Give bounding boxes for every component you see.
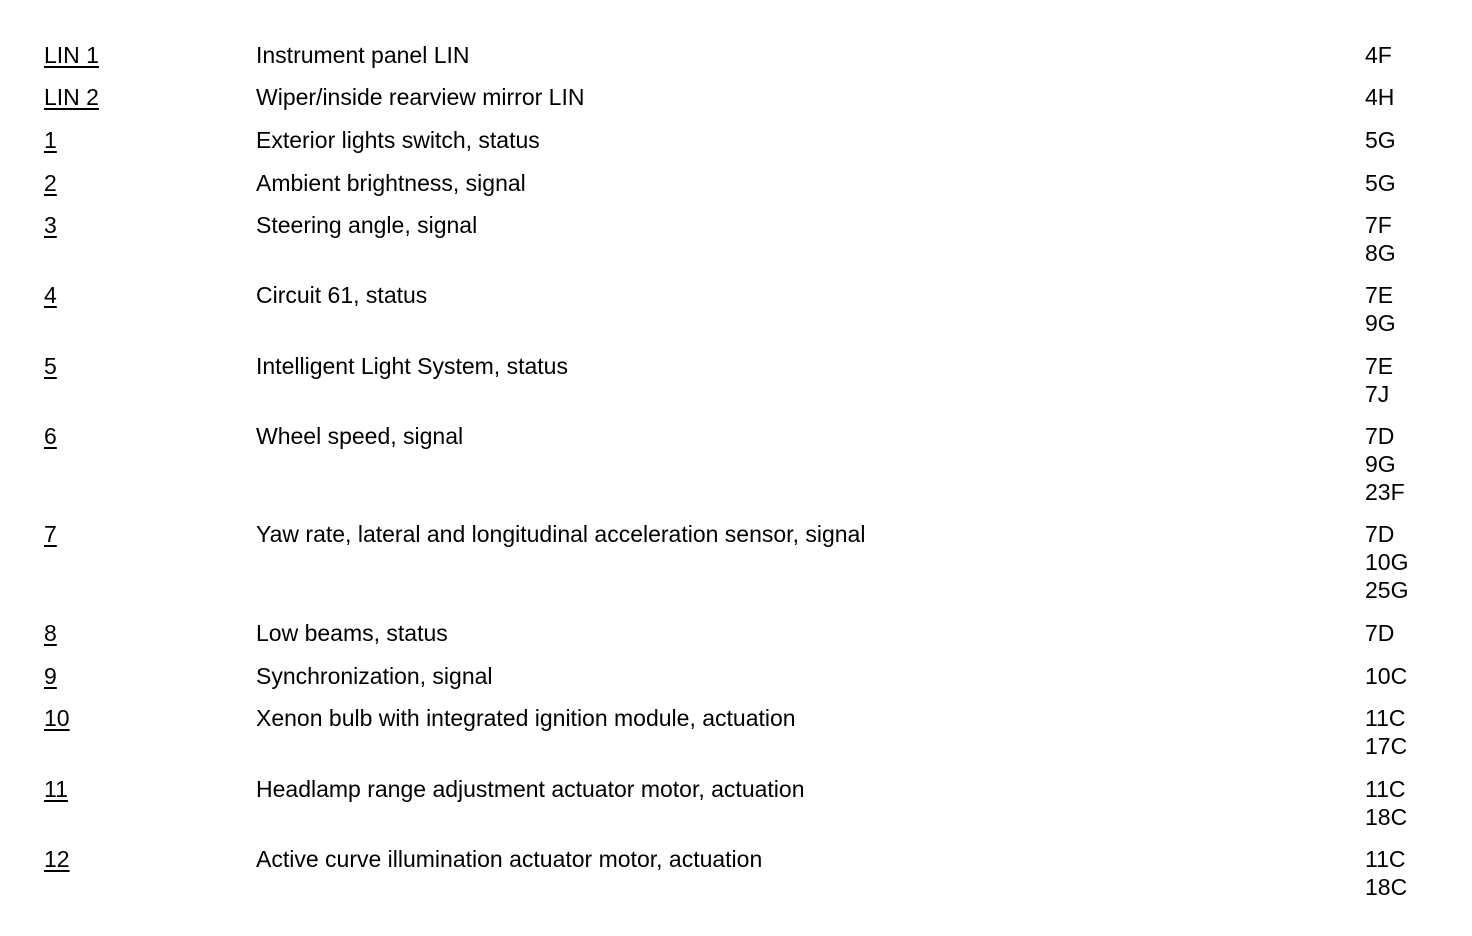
signal-reference-link[interactable]: 2 [44, 170, 57, 196]
grid-location-list [1365, 126, 1396, 154]
grid-location: 18C [1365, 874, 1408, 900]
signal-reference-link[interactable]: 4 [44, 282, 57, 308]
grid-location-list [1365, 169, 1396, 197]
signal-description: Headlamp range adjustment actuator motor, actuation [256, 776, 805, 802]
signal-description: Exterior lights switch, status [256, 127, 540, 153]
grid-location-list [1365, 845, 1407, 901]
signal-description: Low beams, status [256, 620, 448, 646]
signal-reference-link[interactable]: 6 [44, 423, 57, 449]
grid-location-list [1365, 211, 1396, 267]
grid-location: 7E [1365, 282, 1394, 308]
grid-location-list [1365, 662, 1407, 690]
signal-reference-link[interactable]: 12 [44, 846, 70, 872]
signal-description: Instrument panel LIN [256, 42, 470, 68]
grid-location: 10C [1365, 663, 1408, 689]
signal-reference-link[interactable]: 5 [44, 353, 57, 379]
grid-location: 18C [1365, 804, 1408, 830]
signal-description: Wheel speed, signal [256, 423, 464, 449]
grid-location-list [1365, 352, 1393, 408]
signal-reference-link[interactable]: LIN 1 [44, 42, 99, 68]
signal-description: Active curve illumination actuator motor, actuation [256, 846, 763, 872]
grid-location-list [1365, 775, 1407, 831]
signal-reference-link[interactable]: 11 [44, 776, 68, 802]
signal-description: Yaw rate, lateral and longitudinal acceleration sensor, signal [256, 521, 866, 547]
grid-location: 7D [1365, 521, 1395, 547]
grid-location: 7J [1365, 381, 1390, 407]
grid-location: 10G [1365, 549, 1409, 575]
signal-reference-link[interactable]: 10 [44, 705, 70, 731]
grid-location: 23F [1365, 479, 1405, 505]
signal-description: Xenon bulb with integrated ignition module, actuation [256, 705, 796, 731]
grid-location: 5G [1365, 170, 1396, 196]
grid-location: 17C [1365, 733, 1408, 759]
grid-location-list [1365, 619, 1394, 647]
signal-reference-link[interactable]: 1 [44, 127, 57, 153]
grid-location-list [1365, 520, 1408, 604]
grid-location: 7D [1365, 423, 1395, 449]
grid-location: 11C [1365, 846, 1406, 872]
grid-location-list [1365, 281, 1396, 337]
grid-location: 4F [1365, 42, 1392, 68]
grid-location: 5G [1365, 127, 1396, 153]
signal-description: Intelligent Light System, status [256, 353, 568, 379]
grid-location: 25G [1365, 577, 1409, 603]
grid-location: 9G [1365, 310, 1396, 336]
signal-description: Circuit 61, status [256, 282, 428, 308]
signal-reference-link[interactable]: 3 [44, 212, 57, 238]
grid-location-list [1365, 83, 1394, 111]
grid-location: 11C [1365, 705, 1406, 731]
signal-reference-link[interactable]: 9 [44, 663, 57, 689]
grid-location-list [1365, 41, 1392, 69]
grid-location: 7E [1365, 353, 1394, 379]
signal-reference-link[interactable]: 7 [44, 521, 57, 547]
grid-location-list [1365, 704, 1407, 760]
signal-reference-link[interactable]: LIN 2 [44, 84, 99, 110]
signal-description: Ambient brightness, signal [256, 170, 526, 196]
signal-description: Synchronization, signal [256, 663, 493, 689]
signal-description: Steering angle, signal [256, 212, 478, 238]
grid-location: 4H [1365, 84, 1395, 110]
signal-description: Wiper/inside rearview mirror LIN [256, 84, 585, 110]
grid-location: 9G [1365, 451, 1396, 477]
grid-location: 7F [1365, 212, 1392, 238]
signal-reference-link[interactable]: 8 [44, 620, 57, 646]
grid-location: 11C [1365, 776, 1406, 802]
grid-location-list [1365, 422, 1405, 506]
grid-location: 8G [1365, 240, 1396, 266]
grid-location: 7D [1365, 620, 1395, 646]
